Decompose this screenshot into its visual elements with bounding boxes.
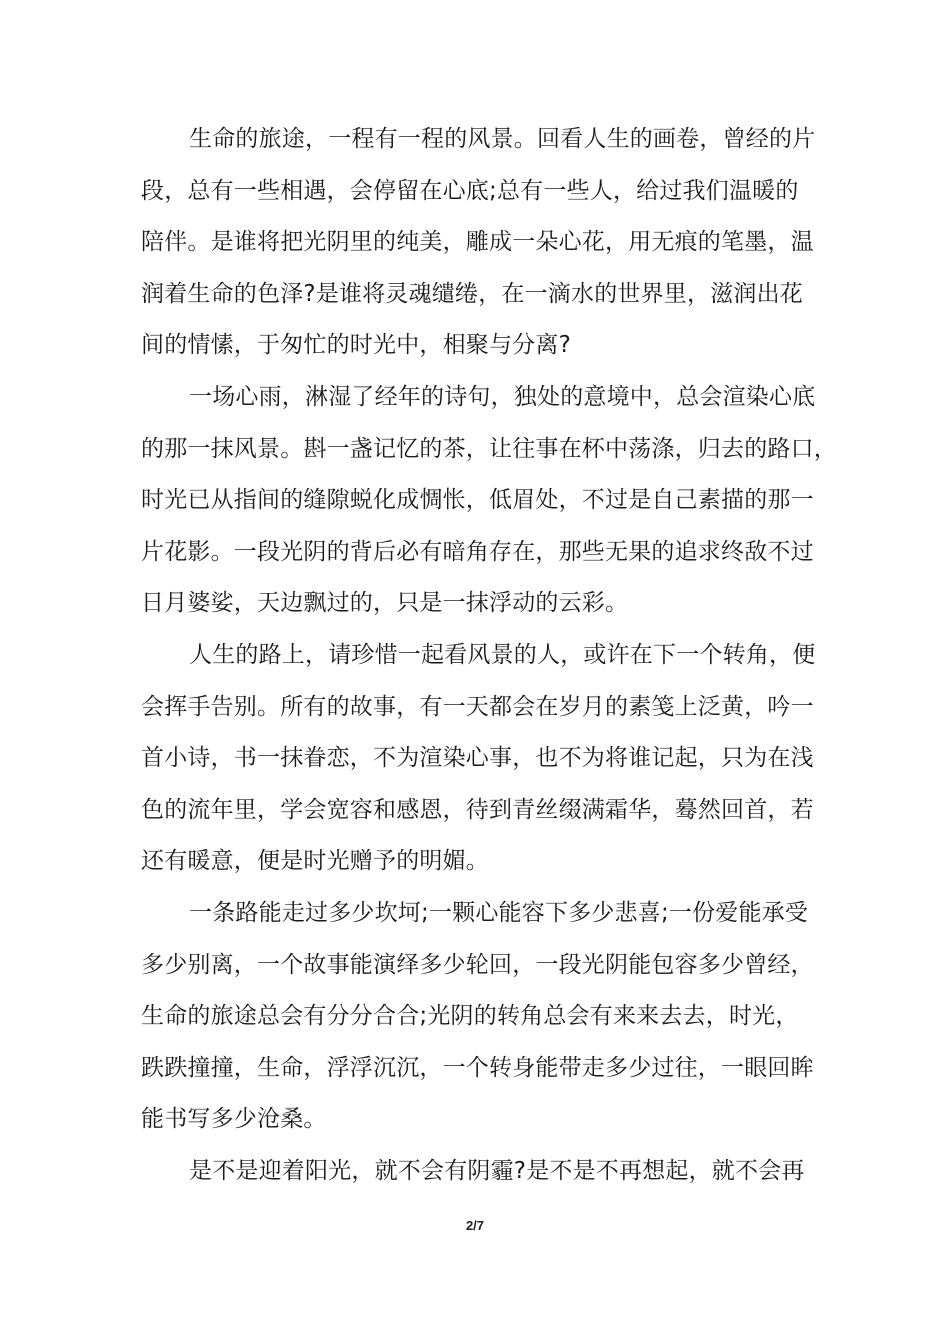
paragraph-2-line-3: 时光已从指间的缝隙蜕化成惆怅，低眉处，不过是自己素描的那一: [141, 487, 814, 514]
paragraph-2-line-2: 的那一抹风景。斟一盏记忆的茶，让往事在杯中荡涤，归去的路口，: [141, 435, 837, 462]
body-text: [141, 118, 841, 1201]
paragraph-1-line-3: 陪伴。是谁将把光阴里的纯美，雕成一朵心花，用无痕的笔墨，温: [141, 229, 814, 256]
paragraph-3-line-3: 首小诗，书一抹眷恋，不为渲染心事，也不为将谁记起，只为在浅: [141, 745, 814, 772]
paragraph-4-line-4: 跌跌撞撞，生命，浮浮沉沉，一个转身能带走多少过往，一眼回眸: [141, 1054, 814, 1081]
paragraph-4-line-3: 生命的旅途总会有分分合合;光阴的转角总会有来来去去，时光，: [141, 1003, 799, 1030]
paragraph-4-line-5: 能书写多少沧桑。: [141, 1106, 327, 1133]
page-number: 2/7: [465, 1218, 485, 1233]
paragraph-2-line-1: 一场心雨，淋湿了经年的诗句，独处的意境中，总会渲染心底: [189, 383, 816, 410]
paragraph-3-line-1: 人生的路上，请珍惜一起看风景的人，或许在下一个转角，便: [189, 641, 816, 668]
paragraph-3-line-5: 还有暖意，便是时光赠予的明媚。: [141, 848, 489, 875]
paragraph-4-line-1: 一条路能走过多少坎坷;一颗心能容下多少悲喜;一份爱能承受: [189, 899, 809, 926]
paragraph-1-line-4: 润着生命的色泽?是谁将灵魂缱绻，在一滴水的世界里，滋润出花: [141, 280, 804, 307]
paragraph-3-line-4: 色的流年里，学会宽容和感恩，待到青丝缀满霜华，蓦然回首，若: [141, 796, 814, 823]
paragraph-4-line-2: 多少别离，一个故事能演绎多少轮回，一段光阴能包容多少曾经，: [141, 951, 814, 978]
paragraph-2-line-5: 日月婆娑，天边飘过的，只是一抹浮动的云彩。: [141, 590, 629, 617]
paragraph-1-line-2: 段，总有一些相遇，会停留在心底;总有一些人，给过我们温暖的: [141, 177, 799, 204]
paragraph-2-line-4: 片花影。一段光阴的背后必有暗角存在，那些无果的追求终敌不过: [141, 538, 814, 565]
paragraph-5-line-1: 是不是迎着阳光，就不会有阴霾?是不是不再想起，就不会再: [189, 1157, 805, 1184]
paragraph-3-line-2: 会挥手告别。所有的故事，有一天都会在岁月的素笺上泛黄，吟一: [141, 693, 814, 720]
paragraph-1-line-5: 间的情愫，于匆忙的时光中，相聚与分离?: [141, 332, 572, 359]
paragraph-1-line-1: 生命的旅途，一程有一程的风景。回看人生的画卷，曾经的片: [189, 126, 816, 152]
